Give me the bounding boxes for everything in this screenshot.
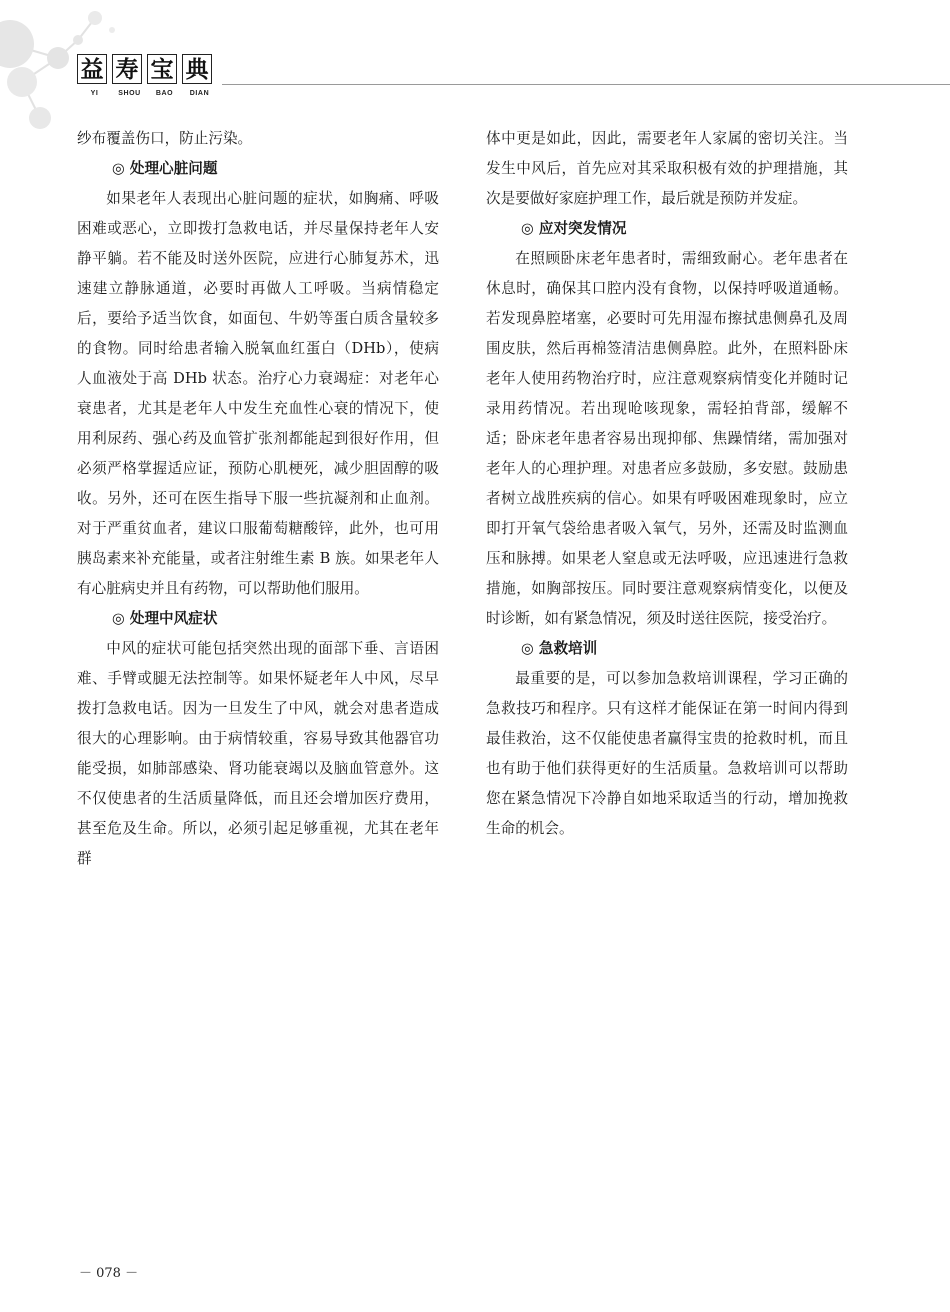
title-char: 益: [77, 54, 107, 84]
section-heading-emergency: ◎ 应对突发情况: [521, 220, 627, 237]
right-column: [486, 124, 848, 844]
section-body-emergency: 在照顾卧床老年患者时，需细致耐心。老年患者在休息时，确保其口腔内没有食物，以保持呼吸道通畅。若发现鼻腔堵塞，必要时可先用湿布擦拭患侧鼻孔及周围皮肤，然后再棉签清洁患侧鼻腔。此外，在照料卧床老年人使用药物治疗时，应注意观察病情变化并随时记录用药情况。若出现呛咳现象，需轻拍背部，缓解不适；卧床老年患者容易出现抑郁、焦躁情绪，需加强对老年人的心理护理。对患者应多鼓励，多安慰。鼓励患者树立战胜疾病的信心。如果有呼吸困难现象时，应立即打开氧气袋给患者吸入氧气，另外，还需及时监测血压和脉搏。如果老人窒息或无法呼吸，应迅速进行急救措施，如胸部按压。同时要注意观察病情变化，以便及时诊断，如有紧急情况，须及时送往医院，接受治疗。: [486, 250, 848, 627]
left-column: [77, 124, 439, 874]
pinyin: YI: [90, 90, 99, 97]
book-title: [77, 54, 217, 84]
title-char: 典: [182, 54, 212, 84]
header-rule: [222, 84, 950, 85]
section-heading-training: ◎ 急救培训: [521, 640, 598, 657]
pinyin: DIAN: [189, 90, 210, 97]
section-body-stroke: 中风的症状可能包括突然出现的面部下垂、言语困难、手臂或腿无法控制等。如果怀疑老年人中风，尽早拨打急救电话。因为一旦发生了中风，就会对患者造成很大的心理影响。由于病情较重，容易导致其他器官功能受损，如肺部感染、肾功能衰竭以及脑血管意外。这不仅使患者的生活质量降低，而且还会增加医疗费用，甚至危及生命。所以，必须引起足够重视，尤其在老年群: [77, 640, 439, 867]
page-number: － 078 －: [79, 1266, 139, 1281]
title-char: 寿: [112, 54, 142, 84]
book-title-pinyin: [77, 90, 217, 97]
section-heading-stroke: ◎ 处理中风症状: [112, 610, 218, 627]
title-char: 宝: [147, 54, 177, 84]
pinyin: SHOU: [118, 90, 141, 97]
section-body-heart: 如果老年人表现出心脏问题的症状，如胸痛、呼吸困难或恶心，立即拨打急救电话，并尽量保持老年人安静平躺。若不能及时送外医院，应进行心肺复苏术，迅速建立静脉通道，必要时再做人工呼吸。当病情稳定后，要给予适当饮食，如面包、牛奶等蛋白质含量较多的食物。同时给患者输入脱氧血红蛋白（DHb），使病人血液处于高 DHb 状态。治疗心力衰竭症：对老年心衰患者，尤其是老年人中发生充血性心衰的情况下，使用利尿药、强心药及血管扩张剂都能起到很好作用，但必须严格掌握适应证，预防心肌梗死，减少胆固醇的吸收。另外，还可在医生指导下服一些抗凝剂和止血剂。对于严重贫血者，建议口服葡萄糖酸锌，此外，也可用胰岛素来补充能量，或者注射维生素 B 族。如果老年人有心脏病史并且有药物，可以帮助他们服用。: [77, 190, 439, 597]
section-body-training: 最重要的是，可以参加急救培训课程，学习正确的急救技巧和程序。只有这样才能保证在第一时间内得到最佳救治，这不仅能使患者赢得宝贵的抢救时机，而且也有助于他们获得更好的生活质量。急救培训可以帮助您在紧急情况下冷静自如地采取适当的行动，增加挽救生命的机会。: [486, 670, 848, 837]
continued-paragraph: 体中更是如此，因此，需要老年人家属的密切关注。当发生中风后，首先应对其采取积极有效的护理措施，其次是要做好家庭护理工作，最后就是预防并发症。: [486, 130, 848, 207]
section-heading-heart: ◎ 处理心脏问题: [112, 160, 218, 177]
pinyin: BAO: [155, 90, 174, 97]
continued-paragraph: 纱布覆盖伤口，防止污染。: [77, 130, 253, 147]
